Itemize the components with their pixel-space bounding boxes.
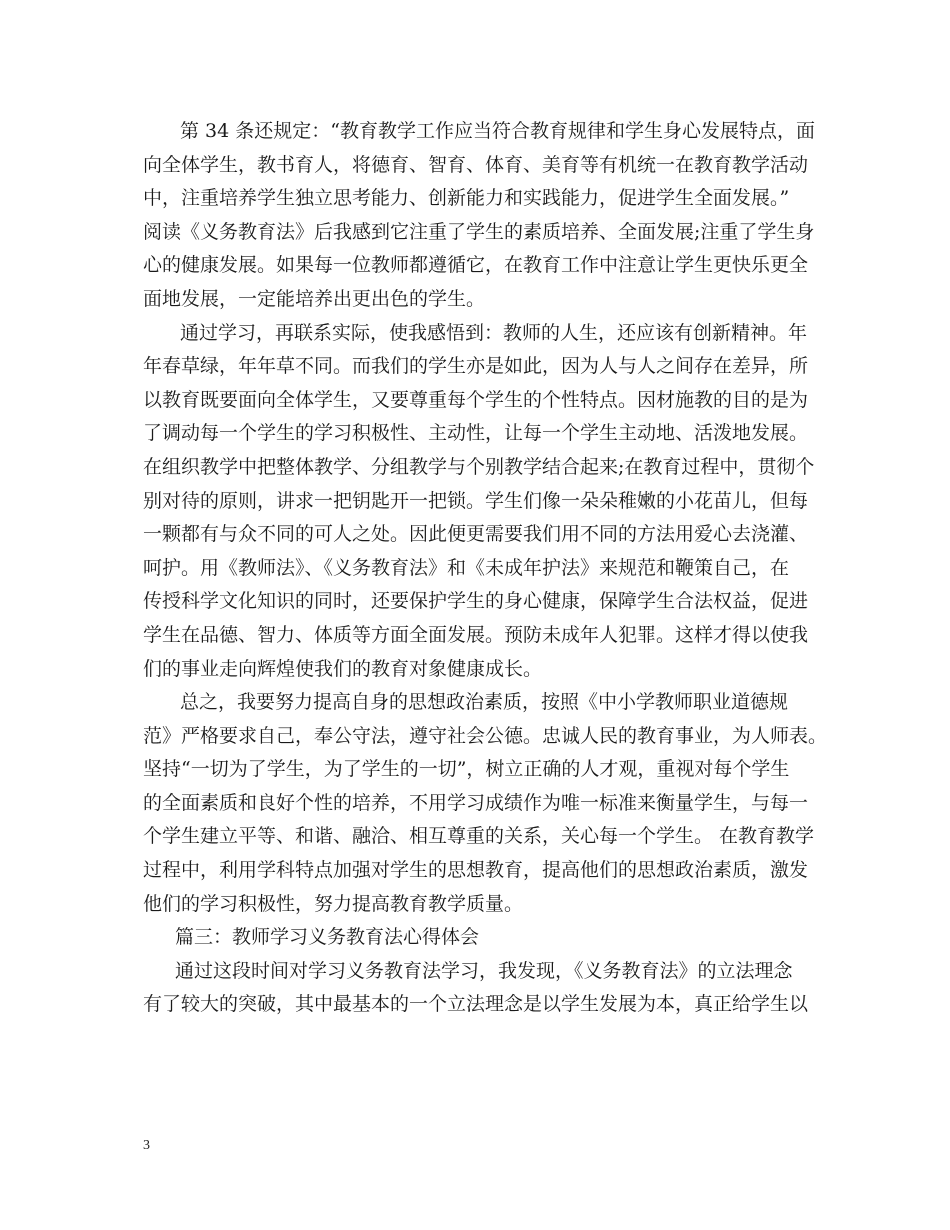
text-line: 有了较大的突破，其中最基本的一个立法理念是以学生发展为本，真正给学生以: [143, 993, 809, 1016]
text-line: 学生在品德、智力、体质等方面全面发展。预防未成年人犯罪。这样才得以使我: [143, 623, 809, 646]
text-line: 面地发展，一定能培养出更出色的学生。: [143, 287, 486, 310]
text-line: 总之，我要努力提高自身的思想政治素质，按照《中小学教师职业道德规: [180, 691, 789, 714]
text-line: 个学生建立平等、和谐、融洽、相互尊重的关系，关心每一个学生。 在教育教学: [143, 825, 815, 848]
text-line: 呵护。用《教师法》、《义务教育法》和《未成年护法》来规范和鞭策自己，在: [143, 556, 790, 579]
text-line: 他们的学习积极性，努力提高教育教学质量。: [143, 892, 524, 915]
text-line: 以教育既要面向全体学生，又要尊重每个学生的个性特点。因材施教的目的是为: [143, 388, 809, 411]
text-line: 过程中，利用学科特点加强对学生的思想教育，提高他们的思想政治素质，激发: [143, 859, 809, 882]
text-line: 坚持“一切为了学生，为了学生的一切”，树立正确的人才观，重视对每个学生: [143, 758, 790, 781]
text-line: 中，注重培养学生独立思考能力、创新能力和实践能力，促进学生全面发展。”: [143, 187, 790, 210]
text-line: 向全体学生，教书育人，将德育、智育、体育、美育等有机统一在教育教学活动: [143, 153, 809, 176]
text-line: 一颗都有与众不同的可人之处。因此便更需要我们用不同的方法用爱心去浇灌、: [143, 523, 809, 546]
text-line: 通过这段时间对学习义务教育法学习，我发现，《义务教育法》的立法理念: [175, 959, 793, 982]
text-line: 阅读《义务教育法》后我感到它注重了学生的素质培养、全面发展;注重了学生身: [143, 220, 815, 243]
text-line: 年春草绿，年年草不同。而我们的学生亦是如此，因为人与人之间存在差异，所: [143, 355, 809, 378]
text-line: 了调动每一个学生的学习积极性、主动性，让每一个学生主动地、活泼地发展。: [143, 422, 809, 445]
body-text: [143, 115, 828, 1022]
section-heading: 篇三：教师学习义务教育法心得体会: [175, 926, 480, 949]
text-line: 传授科学文化知识的同时，还要保护学生的身心健康，保障学生合法权益，促进: [143, 590, 809, 613]
text-line: 范》严格要求自己，奉公守法，遵守社会公德。忠诚人民的教育事业，为人师表。: [143, 724, 828, 747]
text-line: 通过学习，再联系实际，使我感悟到：教师的人生，还应该有创新精神。年: [180, 321, 808, 344]
page-number: 3: [143, 1138, 150, 1153]
text-line: 的全面素质和良好个性的培养，不用学习成绩作为唯一标准来衡量学生，与每一: [143, 791, 809, 814]
text-line: 在组织教学中把整体教学、分组教学与个别教学结合起来;在教育过程中，贯彻个: [143, 455, 815, 478]
text-line: 们的事业走向辉煌使我们的教育对象健康成长。: [143, 657, 543, 680]
text-line: 第 34 条还规定：“教育教学工作应当符合教育规律和学生身心发展特点，面: [180, 120, 815, 142]
text-line: 心的健康发展。如果每一位教师都遵循它，在教育工作中注意让学生更快乐更全: [143, 254, 809, 277]
text-line: 别对待的原则，讲求一把钥匙开一把锁。学生们像一朵朵稚嫩的小花苗儿，但每: [143, 489, 809, 512]
